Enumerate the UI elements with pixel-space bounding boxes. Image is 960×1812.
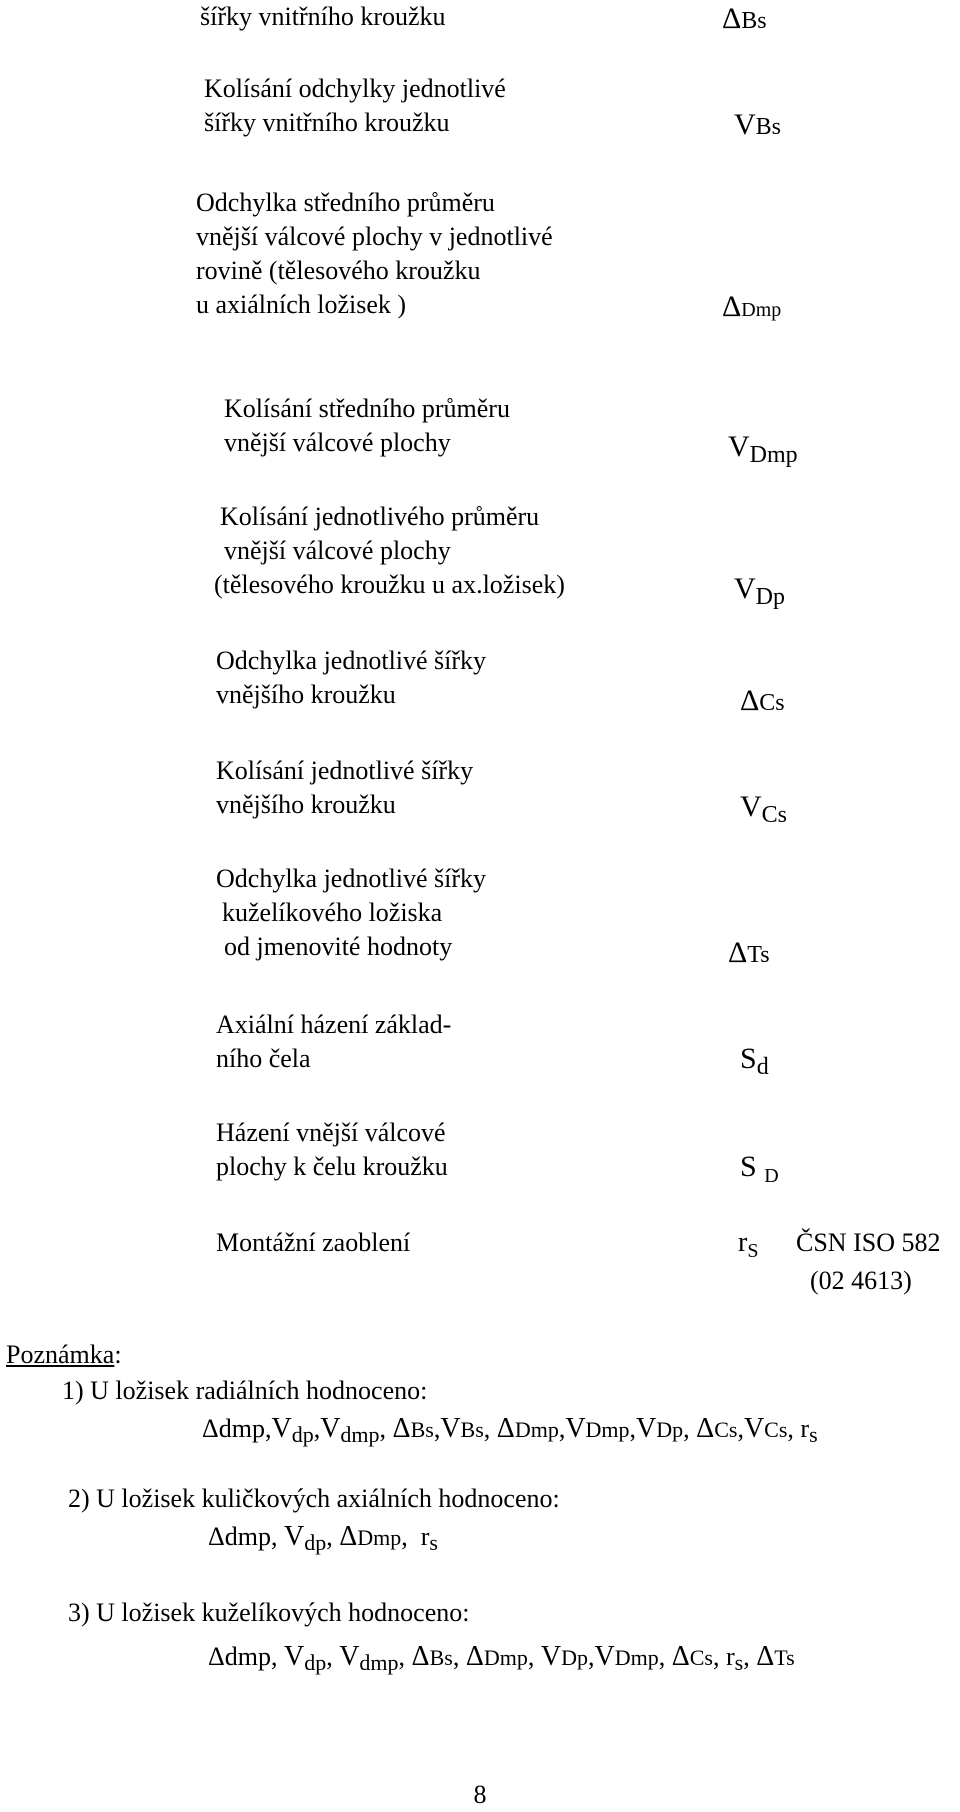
desc-line: u axiálních ložisek ) <box>196 290 407 319</box>
row-symbol <box>740 790 787 832</box>
desc-line: Odchylka středního průměru <box>196 188 495 217</box>
symbol-text: $V_{Dmp}$ <box>728 430 798 468</box>
symbol-text: $S_d$ <box>740 1042 769 1080</box>
note-item-symbols <box>208 1520 438 1560</box>
note-title: Poznámka <box>6 1340 115 1369</box>
desc-line: plochy k čelu kroužku <box>216 1152 448 1181</box>
row-description <box>224 392 510 460</box>
desc-line: vnějšího kroužku <box>216 680 396 709</box>
row-symbol <box>734 572 785 614</box>
note-item-label <box>62 1374 427 1408</box>
desc-line: Házení vnější válcové <box>216 1118 446 1147</box>
symbol-text: $V_{Dp}$ <box>734 572 786 610</box>
row-description <box>216 754 473 822</box>
note-symbols-text: Δdmp, $V_{dp}$, $V_{dmp}$, ΔBs, ΔDmp, VDp,VDmp, ΔCs, $r_s$, ΔTs <box>208 1641 795 1675</box>
desc-line: vnější válcové plochy v jednotlivé <box>196 222 553 251</box>
page-number: 8 <box>473 1780 487 1809</box>
row-symbol <box>740 1150 779 1193</box>
row-symbol <box>728 430 798 472</box>
desc-line: od jmenovité hodnoty <box>224 932 453 961</box>
symbol-text: ΔCs <box>740 684 785 717</box>
row-symbol <box>722 290 781 327</box>
ref-line: (02 4613) <box>810 1266 912 1295</box>
desc-line: šířky vnitřního kroužku <box>200 2 446 31</box>
symbol-text: VBs <box>734 108 782 141</box>
desc-line: Axiální házení základ- <box>216 1010 452 1039</box>
desc-line: Kolísání jednotlivé šířky <box>216 756 474 785</box>
note-label-text: 3) U ložisek kuželíkových hodnoceno: <box>68 1598 470 1627</box>
row-symbol <box>740 684 785 720</box>
note-symbols-text: $\Delta dmp,V_{dp},V_{dmp}$, ΔBs,VBs, ΔDmp,VDmp,VDp, ΔCs,VCs, $r_s$ <box>202 1413 818 1447</box>
desc-line: Kolísání středního průměru <box>224 394 510 423</box>
row-description <box>216 644 486 712</box>
row-description <box>204 72 506 140</box>
row-symbol <box>722 2 767 38</box>
standard-reference <box>796 1226 940 1298</box>
note-symbols-text: Δdmp, $V_{dp}$, ΔDmp, $r_s$ <box>208 1521 438 1555</box>
note-item-label <box>68 1596 469 1630</box>
desc-line: Kolísání odchylky jednotlivé <box>204 74 506 103</box>
symbol-text: ΔBs <box>722 2 767 35</box>
note-label-text: 1) U ložisek radiálních hodnoceno: <box>62 1376 428 1405</box>
desc-line: vnější válcové plochy <box>224 536 451 565</box>
desc-line: ního čela <box>216 1044 311 1073</box>
row-description <box>216 1116 448 1184</box>
row-description <box>214 500 565 602</box>
desc-line: šířky vnitřního kroužku <box>204 108 450 137</box>
desc-line: rovině (tělesového kroužku <box>196 256 481 285</box>
symbol-text: $r_S$ <box>738 1227 759 1262</box>
row-description <box>200 0 446 34</box>
desc-line: kuželíkového ložiska <box>222 898 443 927</box>
row-description <box>216 1008 451 1076</box>
row-description <box>216 862 486 964</box>
desc-line: vnějšího kroužku <box>216 790 396 819</box>
note-heading <box>6 1338 122 1372</box>
symbol-text: S $_D$ <box>740 1150 779 1187</box>
ref-line: ČSN ISO 582 <box>796 1228 941 1257</box>
symbol-text: ΔDmp <box>722 290 782 323</box>
row-description <box>196 186 553 322</box>
symbol-text: $V_{Cs}$ <box>740 790 788 828</box>
symbol-text: ΔTs <box>728 936 770 969</box>
desc-line: (tělesového kroužku u ax.ložisek) <box>214 570 565 599</box>
desc-line: vnější válcové plochy <box>224 428 451 457</box>
note-label-text: 2) U ložisek kuličkových axiálních hodnoceno: <box>68 1484 560 1513</box>
desc-line: Montážní zaoblení <box>216 1228 411 1257</box>
note-colon: : <box>114 1340 122 1369</box>
note-item-label <box>68 1482 560 1516</box>
desc-line: Odchylka jednotlivé šířky <box>216 646 487 675</box>
row-symbol <box>740 1042 769 1084</box>
desc-line: Odchylka jednotlivé šířky <box>216 864 487 893</box>
row-symbol <box>738 1226 758 1268</box>
row-symbol <box>734 108 781 144</box>
row-description <box>216 1226 410 1260</box>
row-symbol <box>728 936 770 972</box>
desc-line: Kolísání jednotlivého průměru <box>220 502 540 531</box>
note-item-symbols <box>202 1412 818 1452</box>
note-item-symbols <box>208 1640 795 1680</box>
